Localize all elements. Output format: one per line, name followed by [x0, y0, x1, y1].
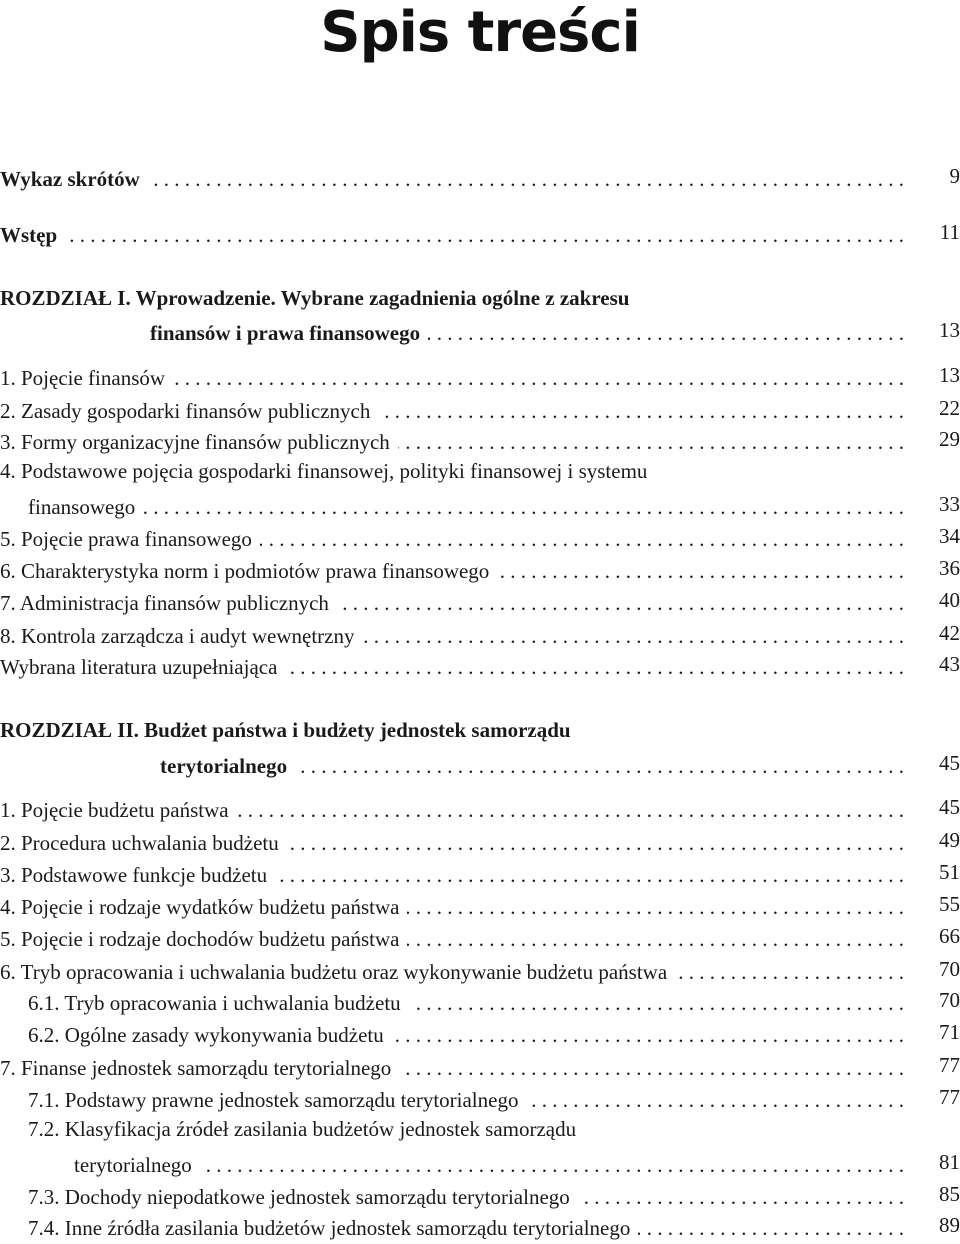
toc-entry-label: 7. Finanse jednostek samorządu terytorialnego [0, 1055, 399, 1081]
toc-page-number: 33 [939, 492, 960, 516]
toc-entry[interactable] [0, 617, 960, 649]
toc-entry-label: Wykaz skrótów [0, 166, 148, 192]
toc-page-number: 51 [939, 860, 960, 884]
toc-entry[interactable] [0, 888, 960, 920]
dot-leader [143, 494, 904, 520]
toc-entry[interactable] [0, 216, 960, 248]
toc-page-number: 13 [939, 363, 960, 387]
toc-entry[interactable] [0, 584, 960, 616]
dot-leader [378, 398, 904, 424]
dot-leader [65, 222, 904, 248]
toc-page-number: 34 [939, 524, 960, 548]
toc-entry[interactable] [0, 791, 960, 823]
toc-entry[interactable] [0, 1016, 960, 1048]
dot-leader [237, 797, 904, 823]
toc-entry[interactable] [0, 648, 960, 680]
toc-entry[interactable] [0, 392, 960, 424]
dot-leader [398, 429, 904, 455]
toc-entry-label: 3. Formy organizacyjne finansów publicznych [0, 429, 398, 455]
toc-entry-label: Wybrana literatura uzupełniająca [0, 654, 285, 680]
toc-entry[interactable] [0, 423, 960, 455]
toc-page-number: 55 [939, 892, 960, 916]
toc-entry-label-line1: 7.2. Klasyfikacja źródeł zasilania budżetów jednostek samorządu [28, 1117, 577, 1141]
toc-entry-label: finansów i prawa finansowego [150, 320, 428, 346]
toc-entry-label: 6. Tryb opracowania i uchwalania budżetu oraz wykonywanie budżetu państwa [0, 959, 675, 985]
toc-entry[interactable] [0, 953, 960, 985]
dot-leader [428, 320, 904, 346]
toc-entry-label: 5. Pojęcie i rodzaje dochodów budżetu państwa [0, 926, 407, 952]
dot-leader [497, 558, 904, 584]
chapter-heading: ROZDZIAŁ I. Wprowadzenie. Wybrane zagadnienia ogólne z zakresu [0, 286, 630, 310]
toc-entry-chapter[interactable] [0, 314, 960, 346]
toc-entry-label: 6.2. Ogólne zasady wykonywania budżetu [28, 1022, 392, 1048]
dot-leader [275, 862, 904, 888]
toc-entry-label: 3. Podstawowe funkcje budżetu [0, 862, 275, 888]
dot-leader [173, 365, 904, 391]
toc-entry[interactable] [0, 1178, 960, 1210]
toc-entry-label: 6.1. Tryb opracowania i uchwalania budżetu [28, 990, 409, 1016]
dot-leader [638, 1215, 904, 1241]
toc-entry-label: terytorialnego [74, 1152, 200, 1178]
toc-page-number: 49 [939, 828, 960, 852]
toc-page-number: 45 [939, 795, 960, 819]
toc-entry[interactable] [0, 1146, 960, 1178]
toc-entry-label: finansowego [28, 494, 143, 520]
toc-page-number: 70 [939, 988, 960, 1012]
dot-leader [399, 1055, 904, 1081]
toc-entry-label: 4. Pojęcie i rodzaje wydatków budżetu państwa [0, 894, 407, 920]
dot-leader [578, 1184, 904, 1210]
dot-leader [407, 894, 904, 920]
dot-leader [200, 1152, 904, 1178]
dot-leader [526, 1087, 904, 1113]
dot-leader [675, 959, 904, 985]
toc-entry-label: 2. Procedura uchwalania budżetu [0, 830, 287, 856]
dot-leader [409, 990, 904, 1016]
toc-entry[interactable] [0, 856, 960, 888]
toc-page-number: 29 [939, 427, 960, 451]
toc-entry-label: 7.4. Inne źródła zasilania budżetów jednostek samorządu terytorialnego [28, 1215, 638, 1241]
toc-entry-label: 1. Pojęcie budżetu państwa [0, 797, 237, 823]
toc-page-number: 11 [939, 220, 960, 244]
toc-entry-label: 7. Administracja finansów publicznych [0, 590, 337, 616]
toc-page-number: 45 [939, 751, 960, 775]
toc-entry[interactable] [0, 552, 960, 584]
toc-page-number: 85 [939, 1182, 960, 1206]
toc-page-number: 70 [939, 957, 960, 981]
dot-leader [285, 654, 904, 680]
toc-page-number: 22 [939, 396, 960, 420]
toc-entry-label: 2. Zasady gospodarki finansów publicznych [0, 398, 378, 424]
dot-leader [363, 623, 905, 649]
page-title: Spis treści [320, 0, 640, 65]
toc-entry[interactable] [0, 488, 960, 520]
toc-entry-chapter[interactable] [0, 747, 960, 779]
toc-entry[interactable] [0, 824, 960, 856]
toc-page-number: 77 [939, 1085, 960, 1109]
dot-leader [337, 590, 904, 616]
toc-page-number: 36 [939, 556, 960, 580]
toc-entry[interactable] [0, 160, 960, 192]
toc-page-number: 40 [939, 588, 960, 612]
toc-entry-label-line1: 4. Podstawowe pojęcia gospodarki finansowej, polityki finansowej i systemu [0, 459, 648, 483]
toc-entry[interactable] [0, 920, 960, 952]
toc-entry[interactable] [0, 359, 960, 391]
toc-page-number: 81 [939, 1150, 960, 1174]
toc-page-number: 9 [949, 164, 960, 188]
toc-page-number: 71 [939, 1020, 960, 1044]
chapter-heading: ROZDZIAŁ II. Budżet państwa i budżety jednostek samorządu [0, 718, 571, 742]
toc-page-number: 89 [939, 1213, 960, 1237]
dot-leader [392, 1022, 904, 1048]
dot-leader [148, 166, 904, 192]
toc-page-number: 77 [939, 1053, 960, 1077]
toc-entry-label: 6. Charakterystyka norm i podmiotów prawa finansowego [0, 558, 497, 584]
dot-leader [295, 753, 904, 779]
dot-leader [407, 926, 904, 952]
toc-page-number: 43 [939, 652, 960, 676]
toc-entry-label: 5. Pojęcie prawa finansowego [0, 526, 260, 552]
toc-entry[interactable] [0, 1081, 960, 1113]
dot-leader [260, 526, 904, 552]
toc-entry-label: Wstęp [0, 222, 65, 248]
toc-page-number: 13 [939, 318, 960, 342]
toc-entry-label: 7.3. Dochody niepodatkowe jednostek samorządu terytorialnego [28, 1184, 578, 1210]
toc-entry[interactable] [0, 1049, 960, 1081]
toc-entry-label: 7.1. Podstawy prawne jednostek samorządu terytorialnego [28, 1087, 526, 1113]
toc-entry-label: 8. Kontrola zarządcza i audyt wewnętrzny [0, 623, 363, 649]
toc-entry[interactable] [0, 1209, 960, 1241]
toc-entry-label: 1. Pojęcie finansów [0, 365, 173, 391]
toc-entry[interactable] [0, 520, 960, 552]
toc-entry-label: terytorialnego [160, 753, 295, 779]
toc-entry[interactable] [0, 984, 960, 1016]
toc-page-number: 42 [939, 621, 960, 645]
toc-page-number: 66 [939, 924, 960, 948]
dot-leader [287, 830, 904, 856]
